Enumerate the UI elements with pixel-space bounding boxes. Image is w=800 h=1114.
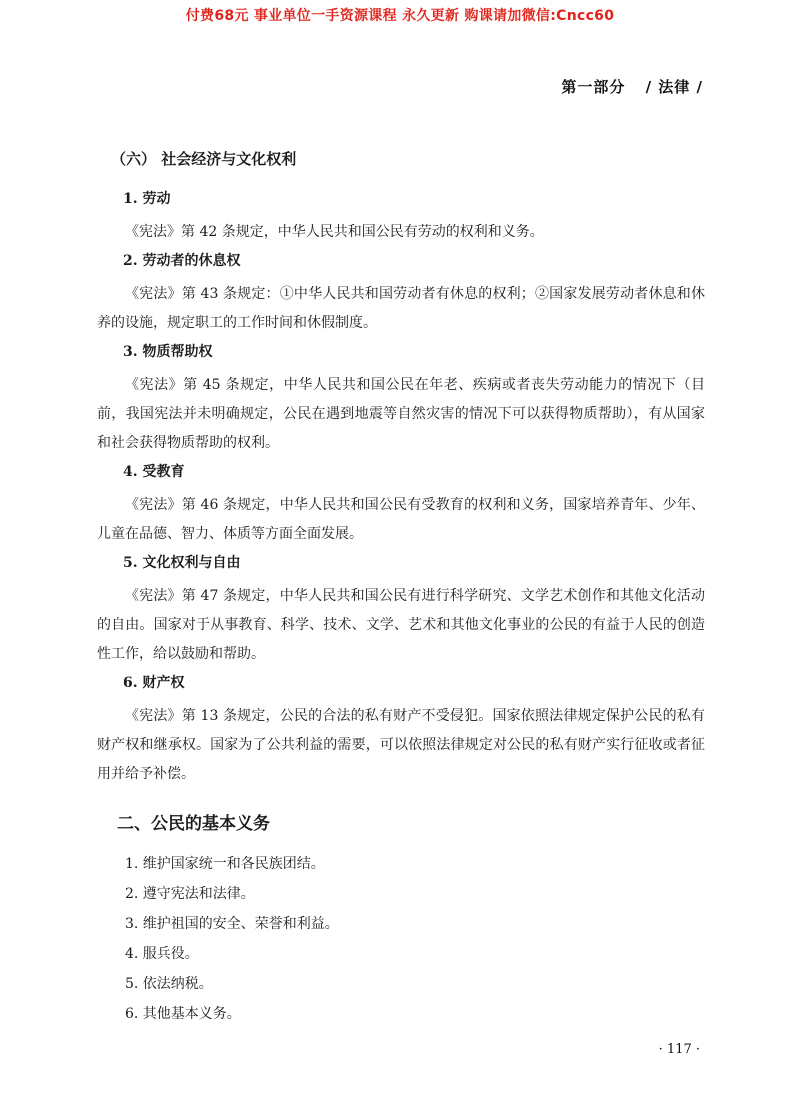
page-content: [97, 148, 705, 1033]
item-paragraph: 《宪法》第 46 条规定，中华人民共和国公民有受教育的权利和义务，国家培养青年、少年、儿童在品德、智力、体质等方面全面发展。: [97, 497, 705, 542]
item-title: 5. 文化权利与自由: [123, 555, 241, 571]
part-title: 二、公民的基本义务: [117, 814, 270, 834]
item-title: 4. 受教育: [123, 464, 185, 480]
item-paragraph: 《宪法》第 13 条规定，公民的合法的私有财产不受侵犯。国家依照法律规定保护公民的私有财产权和继承权。国家为了公共利益的需要，可以依照法律规定对公民的私有财产实行征收或者征用并给予补偿。: [97, 708, 705, 782]
item-title: 6. 财产权: [123, 675, 185, 691]
duty-item: 6. 其他基本义务。: [125, 1006, 241, 1022]
page-number: · 117 ·: [658, 1042, 700, 1057]
duty-item: 4. 服兵役。: [125, 946, 199, 962]
duty-item: 1. 维护国家统一和各民族团结。: [125, 856, 325, 872]
header-section: / 法律 /: [645, 78, 703, 96]
rights-item: [97, 341, 705, 458]
item-title: 1. 劳动: [123, 191, 171, 207]
duty-item: 3. 维护祖国的安全、荣誉和利益。: [125, 916, 339, 932]
duty-item: 2. 遵守宪法和法律。: [125, 886, 255, 902]
item-paragraph: 《宪法》第 45 条规定，中华人民共和国公民在年老、疾病或者丧失劳动能力的情况下（目前，我国宪法并未明确规定，公民在遇到地震等自然灾害的情况下可以获得物质帮助），有从国家和社会获得物质帮助的权利。: [97, 377, 705, 451]
rights-item: [97, 552, 705, 669]
rights-item: [97, 672, 705, 789]
rights-item: [97, 188, 705, 247]
running-header: [561, 76, 703, 97]
item-title: 3. 物质帮助权: [123, 344, 213, 360]
duty-item: 5. 依法纳税。: [125, 976, 213, 992]
rights-item: [97, 461, 705, 549]
item-title: 2. 劳动者的休息权: [123, 253, 241, 269]
item-paragraph: 《宪法》第 42 条规定，中华人民共和国公民有劳动的权利和义务。: [125, 224, 544, 240]
item-paragraph: 《宪法》第 47 条规定，中华人民共和国公民有进行科学研究、文学艺术创作和其他文化活动的自由。国家对于从事教育、科学、技术、文学、艺术和其他文化事业的公民的有益于人民的创造性工作，给以鼓励和帮助。: [97, 588, 705, 662]
header-part: 第一部分: [561, 78, 626, 96]
watermark-banner: 付费68元 事业单位一手资源课程 永久更新 购课请加微信:Cncc60: [185, 8, 615, 24]
section-title: （六） 社会经济与文化权利: [111, 150, 297, 168]
rights-item: [97, 250, 705, 338]
item-paragraph: 《宪法》第 43 条规定：①中华人民共和国劳动者有休息的权利；②国家发展劳动者休息和休养的设施，规定职工的工作时间和休假制度。: [97, 286, 705, 331]
